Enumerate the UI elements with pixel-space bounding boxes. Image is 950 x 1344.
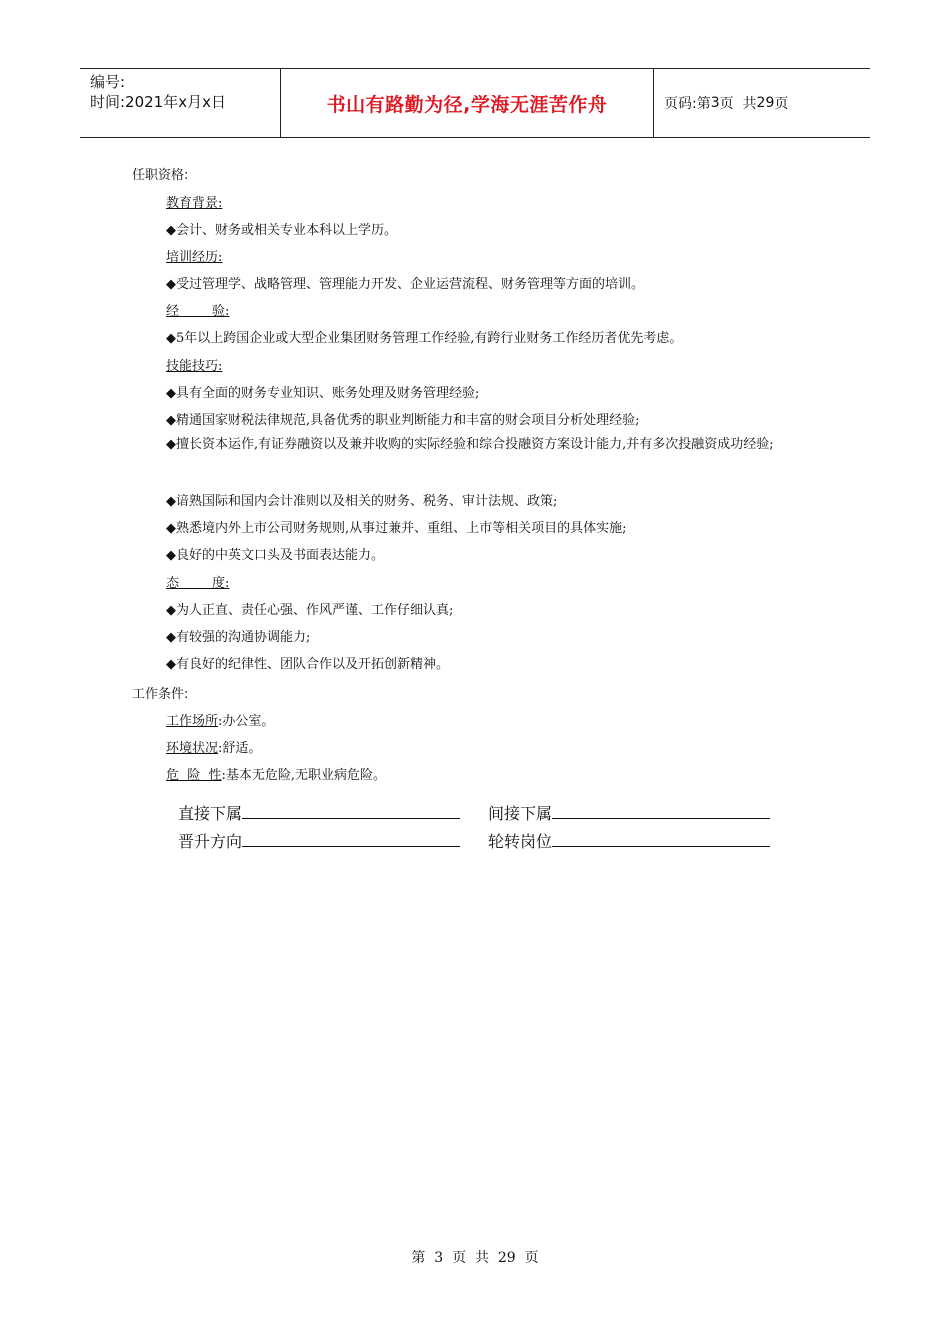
rotation-field	[488, 829, 770, 852]
list-item: ◆具有全面的财务专业知识、账务处理及财务管理经验;	[166, 386, 480, 401]
direct-subordinate-label: 直接下属	[178, 804, 243, 823]
subsection-title-education: 教育背景:	[166, 196, 223, 211]
header-page-info	[654, 69, 870, 137]
subsection-title-skills: 技能技巧:	[166, 359, 223, 374]
header-motto: 书山有路勤为径,学海无涯苦作舟	[281, 69, 654, 137]
condition-place	[166, 710, 274, 729]
promotion-field	[178, 829, 460, 852]
condition-place-key: 工作场所	[166, 714, 219, 729]
promotion-blank	[242, 832, 460, 847]
rotation-blank	[552, 832, 770, 847]
direct-subordinate-blank	[242, 804, 460, 819]
page-footer: 第 3 页 共 29 页	[411, 1250, 539, 1266]
condition-risk	[166, 764, 386, 783]
list-item: ◆良好的中英文口头及书面表达能力。	[166, 548, 384, 563]
section-title-qualifications: 任职资格:	[132, 168, 189, 183]
condition-risk-value: :基本无危险,无职业病危险。	[221, 768, 387, 783]
list-item: ◆熟悉境内外上市公司财务规则,从事过兼并、重组、上市等相关项目的具体实施;	[166, 521, 627, 536]
subsection-title-training: 培训经历:	[166, 250, 223, 265]
list-item: ◆5年以上跨国企业或大型企业集团财务管理工作经验,有跨行业财务工作经历者优先考虑。	[166, 331, 683, 346]
list-item: ◆有较强的沟通协调能力;	[166, 630, 311, 645]
page-end: 页	[774, 96, 789, 112]
page-total: 29	[756, 95, 775, 111]
list-item: ◆谙熟国际和国内会计准则以及相关的财务、税务、审计法规、政策;	[166, 494, 558, 509]
indirect-subordinate-blank	[552, 804, 770, 819]
condition-risk-key: 危 险 性	[166, 768, 222, 783]
page-current: 3	[710, 95, 720, 111]
list-item: ◆受过管理学、战略管理、管理能力开发、企业运营流程、财务管理等方面的培训。	[166, 277, 644, 292]
page-header	[80, 68, 870, 138]
direct-subordinate-field	[178, 801, 460, 824]
indirect-subordinate-label: 间接下属	[488, 804, 553, 823]
list-item: ◆擅长资本运作,有证券融资以及兼并收购的实际经验和综合投融资方案设计能力,并有多次投融资成功经验;	[166, 437, 774, 452]
document-number-label: 编号:	[90, 73, 126, 91]
condition-environment-key: 环境状况	[166, 741, 219, 756]
condition-place-value: :办公室。	[218, 714, 275, 729]
subsection-title-attitude: 态 度:	[166, 576, 230, 591]
list-item: ◆为人正直、责任心强、作风严谨、工作仔细认真;	[166, 603, 454, 618]
subsection-title-experience: 经 验:	[166, 304, 230, 319]
indirect-subordinate-field	[488, 801, 770, 824]
promotion-label: 晋升方向	[178, 832, 243, 851]
list-item: ◆精通国家财税法律规范,具备优秀的职业判断能力和丰富的财会项目分析处理经验;	[166, 413, 640, 428]
section-title-conditions: 工作条件:	[132, 687, 189, 702]
rotation-label: 轮转岗位	[488, 832, 553, 851]
list-item: ◆会计、财务或相关专业本科以上学历。	[166, 223, 397, 238]
document-time-label: 时间:2021年x月x日	[90, 93, 226, 111]
header-meta	[80, 69, 281, 137]
condition-environment-value: :舒适。	[218, 741, 262, 756]
condition-environment	[166, 737, 261, 756]
page-mid: 页 共	[719, 96, 757, 112]
list-item: ◆有良好的纪律性、团队合作以及开拓创新精神。	[166, 657, 449, 672]
page-label: 页码:第	[664, 96, 711, 112]
